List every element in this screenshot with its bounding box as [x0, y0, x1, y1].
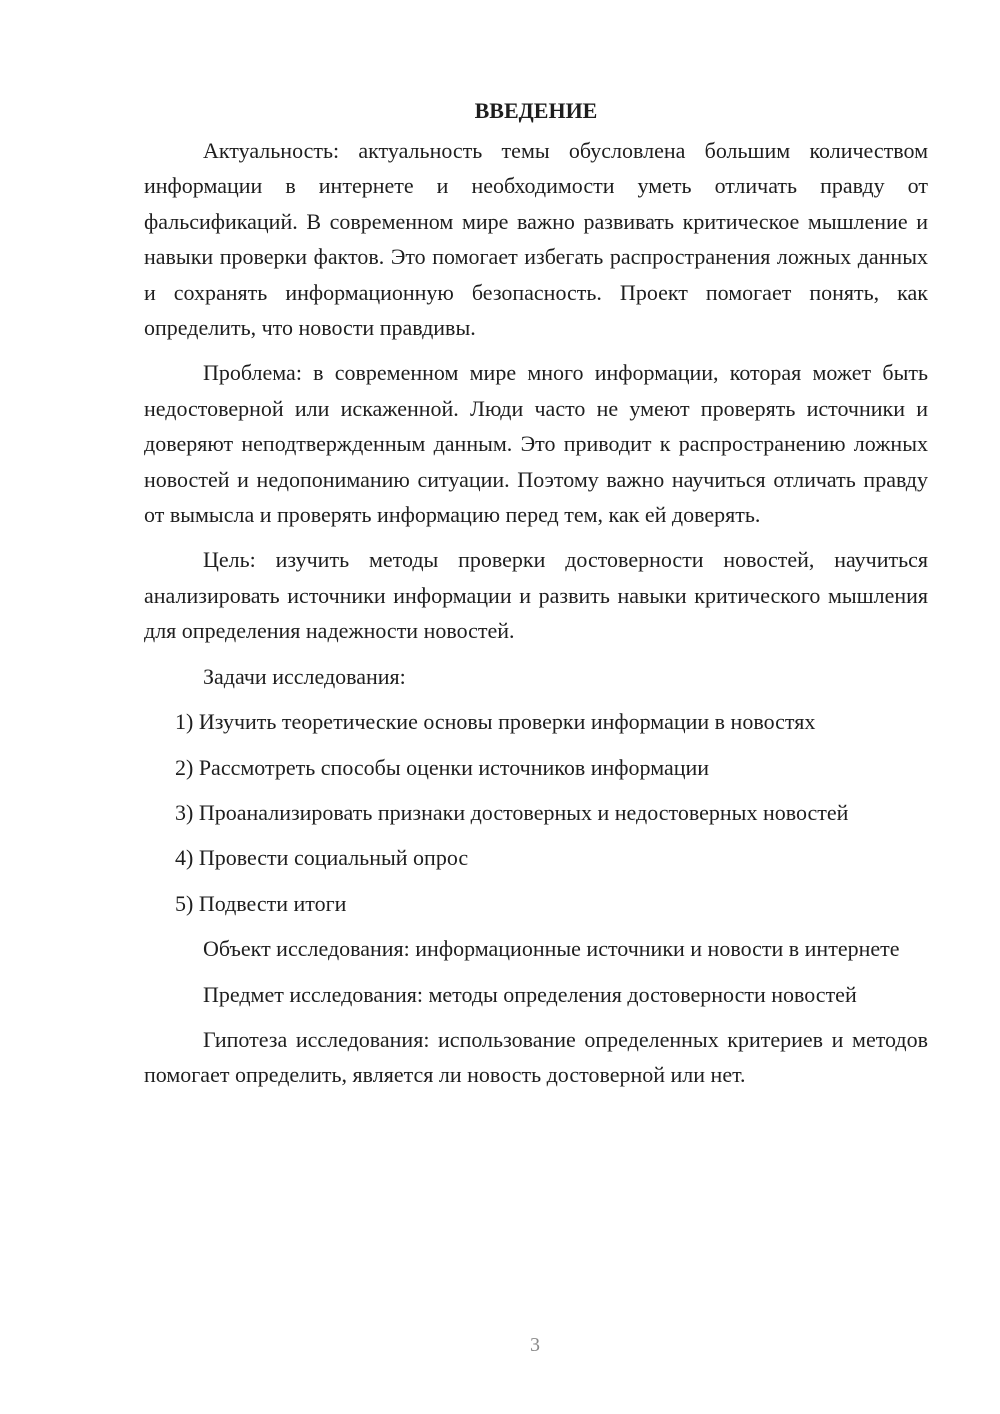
task-item: 2) Рассмотреть способы оценки источников информации — [175, 754, 710, 780]
task-item: 1) Изучить теоретические основы проверки информации в новостях — [175, 709, 816, 735]
problem-paragraph: Проблема: в современном мире много информации, которая может быть недостоверной или искаженной. Люди часто не умеют проверять источники и доверяют неподтвержденным данным. Это приводит к распространению ложных новостей и недопониманию ситуации. Поэтому важно научиться отличать правду от вымысла и проверять информацию перед тем, как ей доверять. — [144, 360, 928, 528]
hypothesis-paragraph: Гипотеза исследования: использование определенных критериев и методов помогает определить, является ли новость достоверной или нет. — [144, 1026, 928, 1088]
goal-paragraph: Цель: изучить методы проверки достоверности новостей, научиться анализировать источники информации и развить навыки критического мышления для определения надежности новостей. — [144, 547, 928, 644]
page-number: 3 — [530, 1334, 540, 1356]
section-title: ВВЕДЕНИЕ — [474, 98, 598, 123]
task-item: 3) Проанализировать признаки достоверных и недостоверных новостей — [175, 799, 849, 825]
object-paragraph: Объект исследования: информационные источники и новости в интернете — [203, 936, 900, 962]
task-item: 5) Подвести итоги — [175, 890, 347, 916]
task-item: 4) Провести социальный опрос — [175, 845, 469, 871]
tasks-heading: Задачи исследования: — [203, 663, 406, 689]
relevance-paragraph: Актуальность: актуальность темы обусловлена большим количеством информации в интернете и необходимости уметь отличать правду от фальсификаций. В современном мире важно развивать критическое мышление и навыки проверки фактов. Это помогает избегать распространения ложных данных и сохранять информационную безопасность. Проект помогает понять, как определить, что новости правдивы. — [144, 138, 928, 341]
subject-paragraph: Предмет исследования: методы определения достоверности новостей — [203, 981, 857, 1007]
